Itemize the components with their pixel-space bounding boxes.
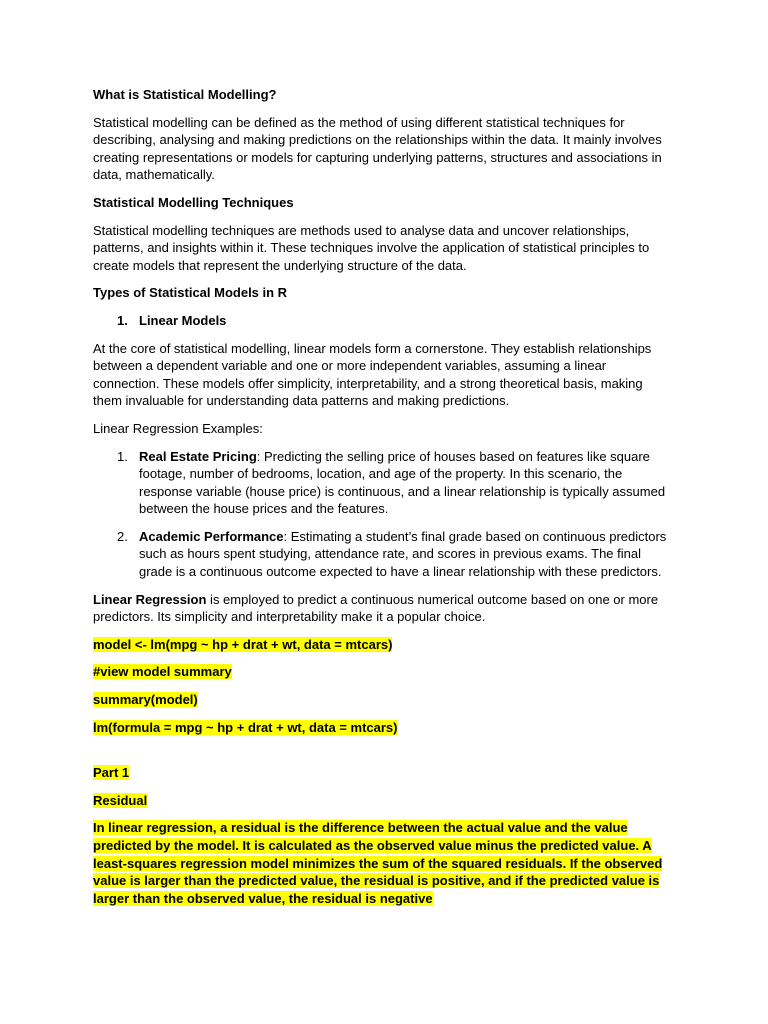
list-item [93,528,673,581]
highlighted-code: summary(model) [93,692,198,708]
list-item [93,448,673,518]
heading-techniques: Statistical Modelling Techniques [93,194,294,210]
list-item-linear-models [93,312,673,330]
code-line [93,663,673,681]
heading-types: Types of Statistical Models in R [93,285,288,301]
highlighted-part: Part 1 [93,765,130,781]
document-body [93,86,673,917]
part-heading [93,764,673,782]
example-text: : Estimating a student’s final grade based on continuous predictors such as hours spent studying, attendance rate, and scores in previous exams. The final grade is a continuous outcome expected to have a linear relationship with these predictors. [139,528,667,580]
example-title: Academic Performance [139,528,284,544]
highlighted-code: model <- lm(mpg ~ hp + drat + wt, data = mtcars) [93,636,393,652]
list-number: 2. [117,528,128,544]
paragraph-linear-models: At the core of statistical modelling, linear models form a cornerstone. They establish relationships between a dependent variable and one or more independent variables, assuming a linear connection. These models offer simplicity, interpretability, and a strong theoretical basis, making them invaluable for understanding data patterns and making predictions. [93,340,652,409]
examples-list [93,448,673,581]
code-line [93,636,673,654]
linear-regression-text: is employed to predict a continuous numerical outcome based on one or more predictors. Its simplicity and interpretability make it a popular choice. [93,591,659,625]
linear-regression-bold: Linear Regression [93,591,207,607]
example-title: Real Estate Pricing [139,448,257,464]
list-number: 1. [117,448,128,464]
highlighted-code: #view model summary [93,664,232,680]
paragraph-what-is: Statistical modelling can be defined as the method of using different statistical techniques for describing, analysing and making predictions on the relationships within the data. It mainly involves creating representations or models for capturing underlying patterns, structures and associations in data, mathematically. [93,114,662,183]
example-text: : Predicting the selling price of houses based on features like square footage, number of bedrooms, location, and age of the property. In this scenario, the response variable (house price) is continuous, and a linear relationship is typically assumed between the house prices and the features. [139,448,666,517]
residual-heading [93,792,673,810]
code-line [93,691,673,709]
list-number: 1. [117,312,128,328]
highlighted-code: lm(formula = mpg ~ hp + drat + wt, data = mtcars) [93,719,398,735]
highlighted-residual-text: In linear regression, a residual is the difference between the actual value and the value predicted by the model. It is calculated as the observed value minus the predicted value. A least-squares regression model minimizes the sum of the squared residuals. If the observed value is larger than the predicted value, the residual is positive, and if the predicted value is larger than the observed value, the residual is negative [93,820,663,906]
paragraph-linear-regression [93,591,673,626]
heading-what-is: What is Statistical Modelling? [93,87,277,102]
paragraph-techniques: Statistical modelling techniques are methods used to analyse data and uncover relationships, patterns, and insights within it. These techniques involve the application of statistical principles to create models that represent the underlying structure of the data. [93,222,650,273]
highlighted-residual-heading: Residual [93,792,148,808]
code-line [93,719,673,737]
spacer [93,746,673,764]
residual-paragraph [93,819,673,907]
list-item-label: Linear Models [139,312,227,328]
examples-intro: Linear Regression Examples: [93,420,263,436]
